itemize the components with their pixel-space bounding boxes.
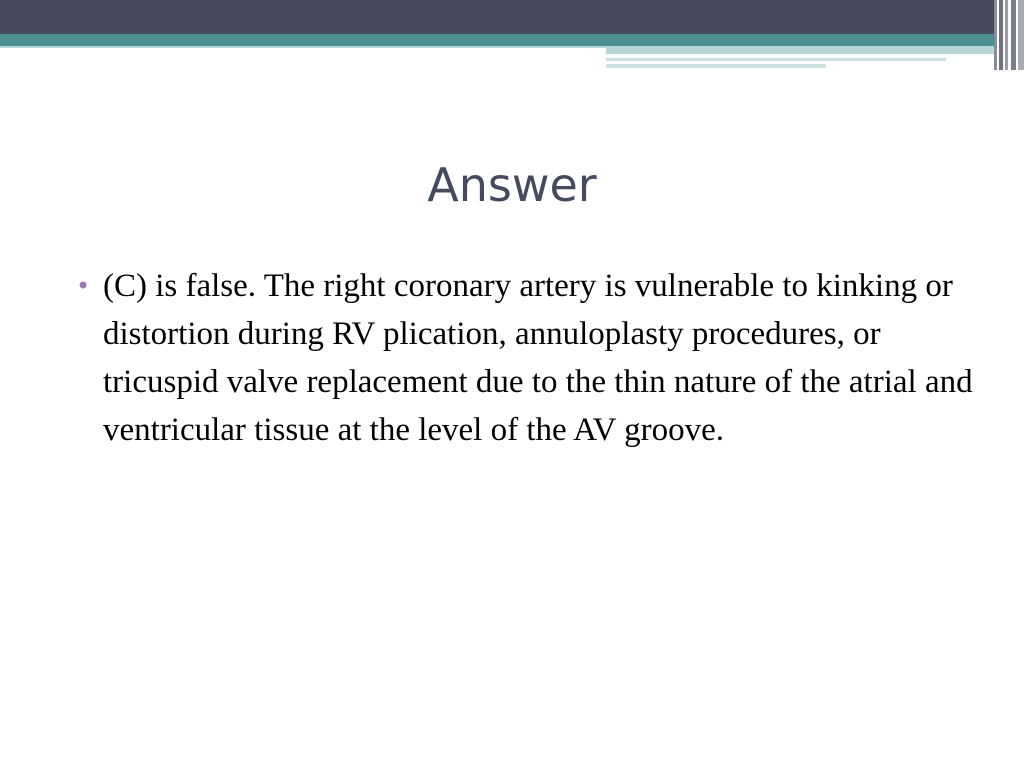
bullet-item: [74, 262, 974, 454]
header-light-line-upper: [606, 58, 946, 61]
header-corner-stripes: [994, 0, 1024, 70]
bullet-list: [74, 262, 974, 454]
slide-title: Answer: [427, 158, 597, 212]
header-teal-band: [0, 34, 1024, 46]
header-thin-line: [0, 46, 606, 48]
header-light-line-lower: [606, 64, 826, 68]
header-dark-band: [0, 0, 1024, 34]
header-light-band: [606, 46, 1004, 54]
bullet-marker: •: [76, 272, 91, 300]
bullet-text: (C) is false. The right coronary artery is vulnerable to kinking or distortion during RV plication, annuloplasty procedures, or tricuspid valve replacement due to the thin nature of the atrial and ventricular tissue at the level of the AV groove.: [103, 268, 973, 448]
